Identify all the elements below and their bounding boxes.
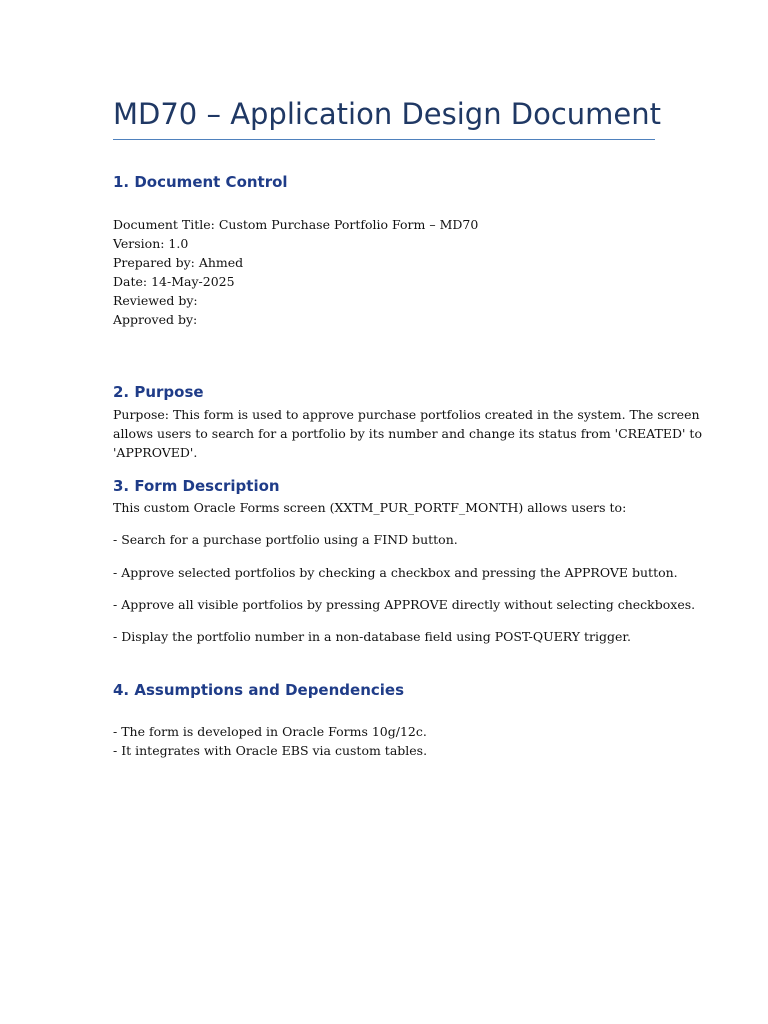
version-field: Version: 1.0 bbox=[113, 236, 189, 251]
form-description-item: - Search for a purchase portfolio using a FIND button. bbox=[113, 532, 458, 547]
purpose-line: 'APPROVED'. bbox=[113, 445, 198, 460]
assumption-item: - The form is developed in Oracle Forms 10g/12c. bbox=[113, 724, 427, 739]
purpose-line: allows users to search for a portfolio by its number and change its status from 'CREATED' to bbox=[113, 426, 702, 441]
approved-by-field: Approved by: bbox=[113, 312, 198, 327]
prepared-by-field: Prepared by: Ahmed bbox=[113, 255, 244, 270]
section-heading-purpose: 2. Purpose bbox=[113, 383, 204, 401]
assumption-item: - It integrates with Oracle EBS via custom tables. bbox=[113, 743, 428, 758]
section-heading-assumptions: 4. Assumptions and Dependencies bbox=[113, 681, 405, 699]
document-title-field: Document Title: Custom Purchase Portfolio Form – MD70 bbox=[113, 217, 479, 232]
form-description-item: - Display the portfolio number in a non-database field using POST-QUERY trigger. bbox=[113, 629, 632, 644]
form-description-intro: This custom Oracle Forms screen (XXTM_PUR_PORTF_MONTH) allows users to: bbox=[113, 500, 627, 515]
date-field: Date: 14-May-2025 bbox=[113, 274, 235, 289]
purpose-line: Purpose: This form is used to approve purchase portfolios created in the system. The screen bbox=[113, 407, 700, 422]
purpose-paragraph bbox=[113, 405, 702, 462]
form-description-item: - Approve all visible portfolios by pressing APPROVE directly without selecting checkboxes. bbox=[113, 597, 696, 612]
reviewed-by-field: Reviewed by: bbox=[113, 293, 198, 308]
title-underline-rule bbox=[113, 139, 655, 140]
section-heading-form-description: 3. Form Description bbox=[113, 477, 280, 495]
form-description-item: - Approve selected portfolios by checking a checkbox and pressing the APPROVE button. bbox=[113, 565, 678, 580]
document-title: MD70 – Application Design Document bbox=[113, 97, 662, 131]
assumptions-list bbox=[113, 722, 658, 760]
section-heading-document-control: 1. Document Control bbox=[113, 173, 288, 191]
document-control-details bbox=[113, 215, 658, 329]
